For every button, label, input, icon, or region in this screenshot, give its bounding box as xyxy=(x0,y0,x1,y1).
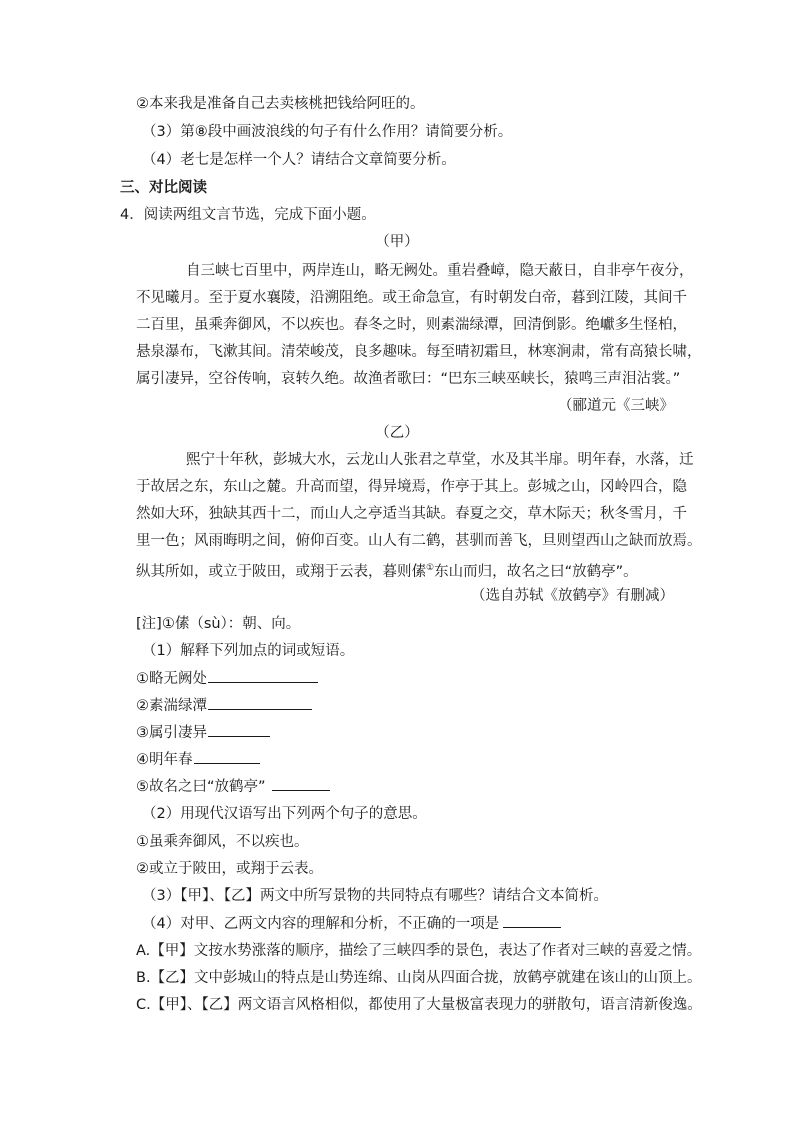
sub-question-1-item xyxy=(136,722,270,743)
passage-yi-line: 里一色；风雨晦明之间，俯仰百变。山人有二鹤，甚驯而善飞，旦则望西山之缺而放焉。 xyxy=(136,533,702,549)
passage-jia-line: 属引凄异，空谷传响，哀转久绝。故渔者歌曰：“巴东三峡巫峡长，猿鸣三声泪沾裳。” xyxy=(136,371,681,387)
footnote-marker: ① xyxy=(426,563,435,573)
sub-question-2-item: ①虽乘奔御风，不以疾也。 xyxy=(136,834,309,850)
option-b: B.【乙】文中彭城山的特点是山势连绵、山岗从四面合拢，放鹤亭就建在该山的山顶上。 xyxy=(136,970,702,986)
answer-blank[interactable] xyxy=(272,776,330,791)
passage-yi-text: 纵其所如，或立于陂田，或翔于云表，暮则傃 xyxy=(136,563,426,580)
passage-yi-text: 东山而归，故名之曰“放鹤亭”。 xyxy=(434,563,638,580)
passage-jia-line: 悬泉瀑布，飞漱其间。清荣峻茂，良多趣味。每至晴初霜旦，林寒涧肃，常有高猿长啸， xyxy=(136,344,702,360)
part-a-question-3: （3）第⑧段中画波浪线的句子有什么作用？请简要分析。 xyxy=(142,124,513,140)
sub-question-3: （3）【甲】、【乙】两文中所写景物的共同特点有哪些？请结合文本简析。 xyxy=(142,888,608,904)
answer-blank[interactable] xyxy=(208,695,312,710)
sub-question-2: （2）用现代汉语写出下列两个句子的意思。 xyxy=(142,806,427,822)
item-text: ④明年春 xyxy=(136,752,193,768)
passage-yi-line: 于故居之东，东山之麓。升高而望，得异境焉，作亭于其上。彭城之山，冈岭四合，隐 xyxy=(136,479,687,495)
question-4-stem: 4．阅读两组文言节选，完成下面小题。 xyxy=(120,207,376,223)
passage-yi-line: 熙宁十年秋，彭城大水，云龙山人张君之草堂，水及其半扉。明年春，水落，迁 xyxy=(186,452,694,468)
passage-yi-source: （选自苏轼《放鹤亭》有删减） xyxy=(471,588,674,604)
option-c: C.【甲】、【乙】两文语言风格相似，都使用了大量极富表现力的骈散句，语言清新俊逸。 xyxy=(136,997,702,1013)
answer-blank[interactable] xyxy=(208,722,270,737)
sub-question-2-item: ②或立于陂田，或翔于云表。 xyxy=(136,861,323,877)
part-a-item-2: ②本来我是准备自己去卖核桃把钱给阿旺的。 xyxy=(136,96,425,112)
sub-question-4 xyxy=(142,913,561,934)
sub-question-1-item xyxy=(136,749,260,770)
answer-blank[interactable] xyxy=(503,913,561,928)
part-a-question-4: （4）老七是怎样一个人？请结合文章简要分析。 xyxy=(142,152,456,168)
sub-question-1-item xyxy=(136,668,318,689)
answer-blank[interactable] xyxy=(194,749,260,764)
passage-jia-line: 二百里，虽乘奔御风，不以疾也。春冬之时，则素湍绿潭，回清倒影。绝巘多生怪柏， xyxy=(136,317,687,333)
item-text: ①略无阙处 xyxy=(136,671,207,687)
passage-yi-heading: （乙） xyxy=(375,425,419,441)
item-text: ③属引凄异 xyxy=(136,725,207,741)
sub-question-1-item xyxy=(136,695,312,716)
item-text: ②素湍绿潭 xyxy=(136,698,207,714)
answer-blank[interactable] xyxy=(208,668,318,683)
passage-jia-heading: （甲） xyxy=(375,234,419,250)
sub-question-1: （1）解释下列加点的词或短语。 xyxy=(142,643,355,659)
passage-yi-line: 然如大环，独缺其西十二，而山人之亭适当其缺。春夏之交，草木际天；秋冬雪月，千 xyxy=(136,506,687,522)
sub-question-4-text: （4）对甲、乙两文内容的理解和分析，不正确的一项是 xyxy=(142,916,500,932)
passage-jia-line: 自三峡七百里中，两岸连山，略无阙处。重岩叠嶂，隐天蔽日，自非亭午夜分， xyxy=(186,263,694,279)
passage-jia-source: （郦道元《三峡》 xyxy=(558,398,674,414)
footnote: [注]①傃（sù）：朝、向。 xyxy=(136,616,301,632)
passage-yi-last-line xyxy=(136,558,638,582)
section-title: 三、对比阅读 xyxy=(120,180,207,196)
item-text: ⑤故名之曰“放鹤亭” xyxy=(136,779,266,795)
sub-question-1-item xyxy=(136,776,330,797)
option-a: A.【甲】文按水势涨落的顺序，描绘了三峡四季的景色，表达了作者对三峡的喜爱之情。 xyxy=(136,943,702,959)
passage-jia-line: 不见曦月。至于夏水襄陵，沿溯阻绝。或王命急宣，有时朝发白帝，暮到江陵，其间千 xyxy=(136,290,687,306)
